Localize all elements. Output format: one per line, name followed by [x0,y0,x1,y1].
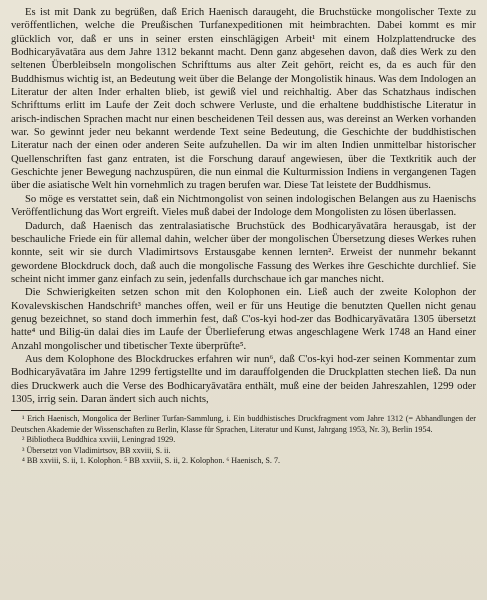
paragraph: Dadurch, daß Haenisch das zentralasiatische Bruchstück des Bodhicaryāvatāra herausgab, ist der beschauliche Friede ein für allemal dahin, welcher über der mongolischen Übersetzung dieses Werkes ruhen konnte, seit wir sie durch Vladimirtsovs Erstausgabe kennen lernten². Erweist der nunmehr bekannt gewordene Blockdruck doch, daß auch die mongolische Fassung des Werkes ihre Geschichte durchlief. Sie scheint nicht immer ganz einfach zu sein, jedenfalls durchschaue ich gar manches nicht. [11,220,476,285]
body-text [11,6,476,406]
footnote-divider [11,410,131,411]
paragraph: Es ist mit Dank zu begrüßen, daß Erich Haenisch daraugeht, die Bruchstücke mongolischer Texte zu veröffentlichen, welche die Preußischen Turfanexpeditionen mit heimbrachten. Dabei kommt es mir glücklich vor, daß er uns in seiner ersten einschlägigen Arbeit¹ mit einem Holzplattendrucke des Bodhicaryāvatāra aus dem Jahre 1312 bekannt macht. Denn ganz abgesehen davon, daß dies Werk zu den seltenen Überbleibseln mongolischen Schrifttums aus alter Zeit gehört, reicht es, da es auch für den Buddhismus wichtig ist, an Bedeutung weit über die Belange der Mongolistik hinaus. Was dem Indologen an Literatur der alten Inder erhalten blieb, ist gewiß viel und reichhaltig. Aber das Schatzhaus indischen Schrifttums erlitt im Laufe der Zeit doch schwere Verluste, und die erhaltene buddhistische Literatur in arisch-indischen Sprachen macht nur einen bescheidenen Teil dessen aus, was dereinst an Werken vorhanden war. So gewinnt jeder neu bekannt werdende Text seine Bedeutung, die Geschichte der buddhistischen Literatur nach der einen oder anderen Seite aufzuhellen. Da wir im alten Indien unmittelbar historischer Quellenschriften fast ganz entraten, ist die Forschung darauf angewiesen, über die Textkritik auch der Geschichte jener Bewegung nachzuspüren, die nun einmal die Kulturmission Indiens in vergangenen Tagen über die asiatische Welt hin vornehmlich zu tragen berufen war. Diese Tat leistete der Buddhismus. [11,7,476,192]
paragraph: So möge es verstattet sein, daß ein Nichtmongolist von seinen indologischen Belangen aus zu Haenischs Veröffentlichung das Wort ergreift. Vieles muß dabei der Indologe dem Mongolisten zu lösen überlassen. [11,193,476,219]
footnotes [11,414,476,466]
footnote: ⁴ BB xxviii, S. ii, 1. Kolophon. ⁵ BB xxviii, S. ii, 2. Kolophon. ⁶ Haenisch, S. 7. [22,455,281,465]
paragraph: Die Schwierigkeiten setzen schon mit den Kolophonen ein. Ließ auch der zweite Kolophon der Kovalevskischen Handschrift³ manches offen, weil er für uns Heutige die benutzten Quellen nicht genau genug bezeichnet, so stand doch immerhin fest, daß C'os-kyi hod-zer das Bodhicaryāvatāra 1305 übersetzt hatte⁴ und Bilig-ün dalai dies im Laufe der Überlieferung etwas angeschlagene Werk 1748 an Hand einer Anzahl mongolischer und tibetischer Texte überprüfte⁵. [11,287,476,352]
footnote: ³ Übersetzt von Vladimirtsov, BB xxviii, S. ii. [22,445,171,455]
footnote: ² Bibliotheca Buddhica xxviii, Leningrad 1929. [22,435,176,445]
paragraph: Aus dem Kolophone des Blockdruckes erfahren wir nun⁶, daß C'os-kyi hod-zer seinen Kommentar zum Bodhicaryāvatāra im Jahre 1299 fertigstellte und im darauffolgenden die Druckplatten stechen ließ. Da nun dies Druckwerk auch die Verse des Bodhicaryāvatāra enthält, muß eine der beiden Jahreszahlen, 1299 oder 1305, irrig sein. Daran ändert sich auch nichts, [11,353,476,405]
footnote: ¹ Erich Haenisch, Mongolica der Berliner Turfan-Sammlung, i. Ein buddhistisches Druckfragment vom Jahre 1312 (= Abhandlungen der Deutschen Akademie der Wissenschaften zu Berlin, Klasse für Sprachen, Literatur und Kunst, Jahrgang 1953, Nr. 3), Berlin 1954. [11,414,476,434]
